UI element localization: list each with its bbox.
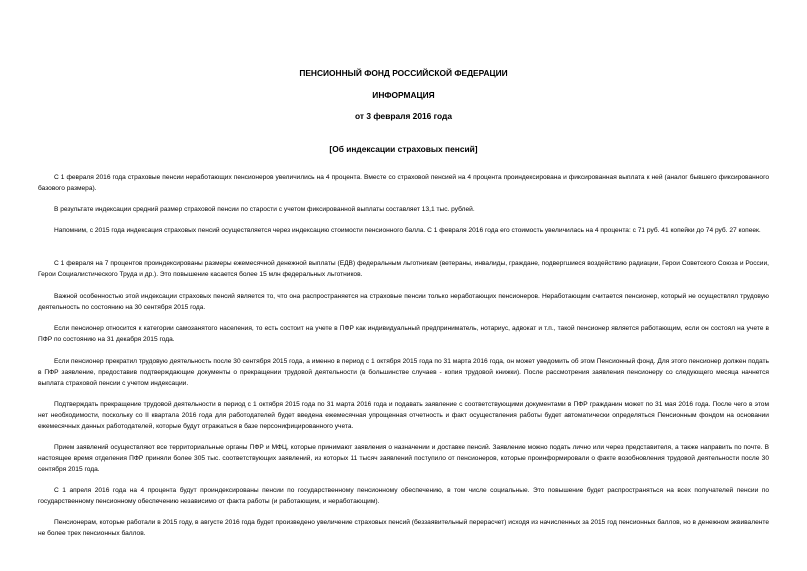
paragraph-5: Важной особенностью этой индексации страховых пенсий является то, что она распространяется на страховые пенсии только неработающих пенсионеров. Неработающим считается пенсионер, который не осуществлял трудовую деятельность по состоянию на 30 сентября 2015 года. (38, 293, 769, 311)
paragraph-9: Прием заявлений осуществляют все территориальные органы ПФР и МФЦ, которые принимают заявления о назначении и доставке пенсий. Заявление можно подать лично или через представителя, а также направить по почте. В настоящее время отделения ПФР приняли более 305 тыс. соответствующих заявлений, из которых 11 тысяч заявлений поступило от пенсионеров, которые проинформировали о факте возобновления трудовой деятельности после 30 сентября 2015 года. (38, 444, 769, 473)
organization-title: ПЕНСИОННЫЙ ФОНД РОССИЙСКОЙ ФЕДЕРАЦИИ (299, 68, 508, 78)
paragraph-7: Если пенсионер прекратил трудовую деятельность после 30 сентября 2015 года, а именно в период с 1 октября 2015 года по 31 марта 2016 года, он может уведомить об этом Пенсионный фонд. Для этого пенсионер должен подать в ПФР заявление, предоставив подтверждающие документы о прекращении трудовой деятельности (в большинстве случаев - копия трудовой книжки). После рассмотрения заявления пенсионеру со следующего месяца начнется выплата страховой пенсии с учетом индексации. (38, 358, 769, 387)
paragraph-10: С 1 апреля 2016 года на 4 процента будут проиндексированы пенсии по государственному пенсионному обеспечению, в том числе социальные. Это повышение будет распространяться на всех получателей пенсии по государственному пенсионному обеспечению независимо от факта работы (и работающим, и неработающим). (38, 487, 769, 505)
paragraph-8: Подтверждать прекращение трудовой деятельности в период с 1 октября 2015 года по 31 марта 2016 года и подавать заявление с соответствующими документами в ПФР гражданин может по 31 мая 2016 года. После чего в этом нет необходимости, поскольку со II квартала 2016 года для работодателей будет введена ежемесячная упрощенная отчетность и факт осуществления работы будет автоматически определяться Пенсионным фондом на основании ежемесячных данных работодателей, которые будут отражаться в базе персонифицированного учета. (38, 401, 769, 430)
paragraph-3: Напомним, с 2015 года индексация страховых пенсий осуществляется через индексацию стоимости пенсионного балла. С 1 февраля 2016 года его стоимость увеличилась на 4 процента: с 71 руб. 41 копейки до 74 руб. 27 копеек. (54, 227, 761, 234)
document-subject: [Об индексации страховых пенсий] (329, 144, 478, 154)
paragraph-2: В результате индексации средний размер страховой пенсии по старости с учетом фиксированной выплаты составляет 13,1 тыс. рублей. (54, 206, 475, 213)
paragraph-11: Пенсионерам, которые работали в 2015 году, в августе 2016 года будет произведено увеличение страховых пенсий (беззаявительный перерасчет) исходя из начисленных за 2015 год пенсионных баллов, но в денежном эквиваленте не более трех пенсионных баллов. (38, 519, 769, 537)
paragraph-4: С 1 февраля на 7 процентов проиндексированы размеры ежемесячной денежной выплаты (ЕДВ) федеральным льготникам (ветераны, инвалиды, граждане, подвергшиеся воздействию радиации, Герои Советского Союза и России, Герои Социалистического Труда и др.). Это повышение касается более 15 млн федеральных льготников. (38, 260, 769, 278)
paragraph-6: Если пенсионер относится к категории самозанятого населения, то есть состоит на учете в ПФР как индивидуальный предприниматель, нотариус, адвокат и т.п., такой пенсионер является работающим, если он состоял на учете в ПФР по состоянию на 31 декабря 2015 года. (38, 325, 769, 343)
paragraph-1: С 1 февраля 2016 года страховые пенсии неработающих пенсионеров увеличились на 4 процента. Вместе со страховой пенсией на 4 процента проиндексирована и фиксированная выплата к ней (аналог бывшего фиксированного базового размера). (38, 174, 769, 192)
document-date: от 3 февраля 2016 года (355, 111, 452, 121)
document-type: ИНФОРМАЦИЯ (372, 90, 435, 100)
